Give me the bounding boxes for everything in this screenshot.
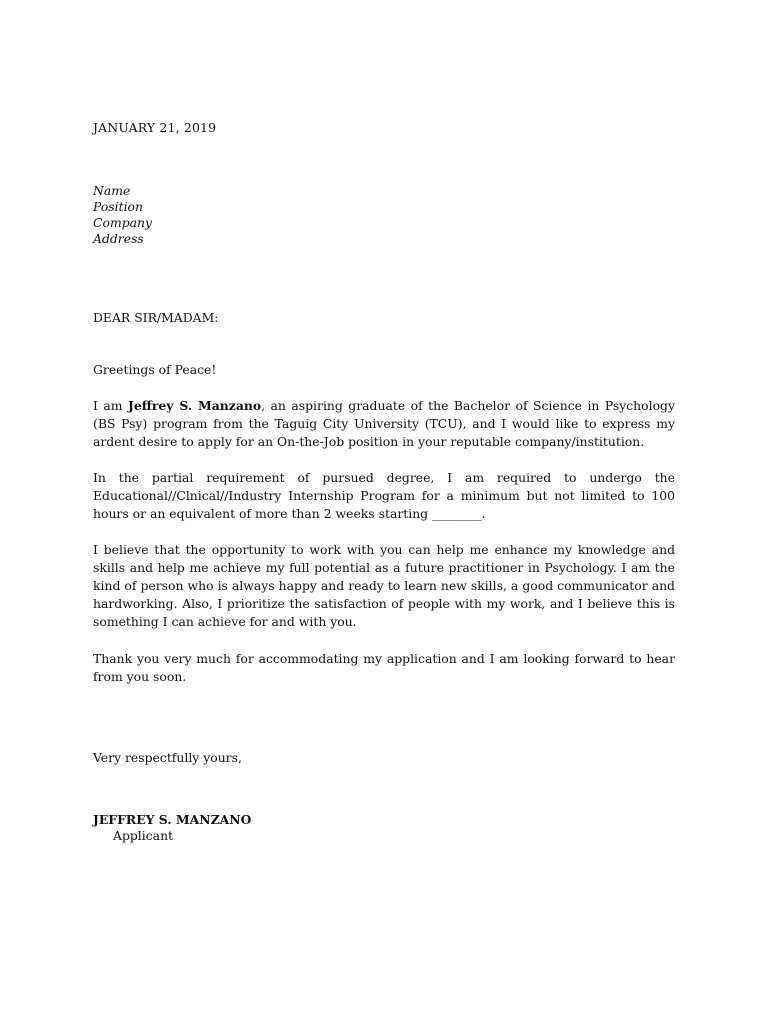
- recipient-company: Company: [93, 215, 152, 230]
- intro-suffix: , an aspiring graduate of the Bachelor of Science in Psychology (BS Psy) program from the Taguig City University (TCU), and I would like to express my ardent desire to apply for an On-the-Job position in your reputable company/institution.: [93, 398, 675, 449]
- paragraph-requirement: In the partial requirement of pursued degree, I am required to undergo the Educational//Clnical//Industry Internship Program for a minimum but not limited to 100 hours or an equivalent of more than 2 weeks starting ________.: [93, 470, 675, 521]
- closing: Very respectfully yours,: [93, 750, 242, 765]
- intro-prefix: I am: [93, 398, 128, 413]
- recipient-address: Address: [93, 231, 144, 246]
- salutation: DEAR SIR/MADAM:: [93, 310, 219, 325]
- recipient-name: Name: [93, 183, 131, 198]
- signature-name: JEFFREY S. MANZANO: [93, 812, 252, 827]
- applicant-name-inline: Jeffrey S. Manzano: [127, 398, 262, 413]
- recipient-address-block: [93, 183, 675, 247]
- signature-role: Applicant: [113, 828, 174, 843]
- recipient-position: Position: [93, 199, 143, 214]
- paragraph-introduction: [93, 397, 675, 451]
- paragraph-thanks: Thank you very much for accommodating my application and I am looking forward to hear from you soon.: [93, 651, 675, 684]
- paragraph-motivation: I believe that the opportunity to work with you can help me enhance my knowledge and skills and help me achieve my full potential as a future practitioner in Psychology. I am the kind of person who is always happy and ready to learn new skills, a good communicator and hardworking. Also, I prioritize the satisfaction of people with my work, and I believe this is something I can achieve for and with you.: [93, 542, 675, 629]
- letter-date: JANUARY 21, 2019: [93, 120, 217, 135]
- greeting: Greetings of Peace!: [93, 362, 217, 377]
